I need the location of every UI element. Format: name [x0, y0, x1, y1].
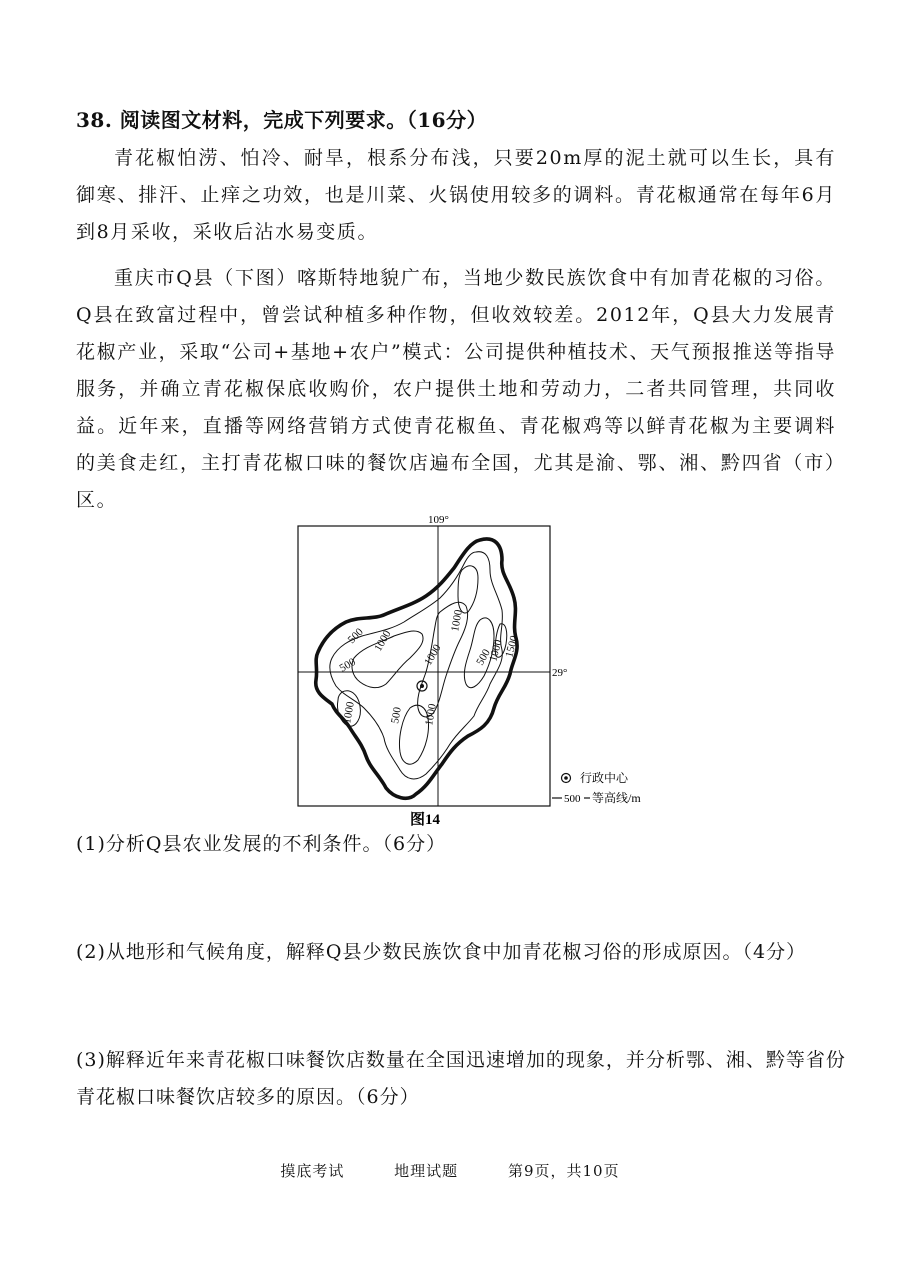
longitude-label: 109°: [428, 514, 449, 526]
contour-label: 500: [337, 655, 358, 675]
contour-label: 500: [389, 706, 404, 725]
material-paragraph-1: 青花椒怕涝、怕冷、耐旱，根系分布浅，只要20m厚的泥土就可以生长，具有御寒、排汗、止痒之功效，也是川菜、火锅使用较多的调料。青花椒通常在每年6月到8月采收，采收后沾水易变质。: [76, 147, 836, 243]
material-paragraph-2: 重庆市Q县（下图）喀斯特地貌广布，当地少数民族饮食中有加青花椒的习俗。Q县在致富过程中，曾尝试种植多种作物，但收效较差。2012年，Q县大力发展青花椒产业，采取“公司+基地+农户”模式：公司提供种植技术、天气预报推送等指导服务，并确立青花椒保底收购价，农户提供土地和劳动力，二者共同管理，共同收益。近年来，直播等网络营销方式使青花椒鱼、青花椒鸡等以鲜青花椒为主要调料的美食走红，主打青花椒口味的餐饮店遍布全国，尤其是渝、鄂、湘、黔四省（市）区。: [76, 267, 836, 511]
footer-subject: 地理试题: [394, 1162, 459, 1180]
footer-exam: 摸底考试: [280, 1162, 345, 1180]
legend-admin-center-label: 行政中心: [580, 771, 629, 785]
question-title: 38. 阅读图文材料，完成下列要求。（16分）: [76, 108, 488, 132]
figure-caption: 图14: [410, 812, 441, 828]
contour-label: 1500: [503, 634, 521, 659]
latitude-label: 29°: [552, 667, 568, 679]
contour-map: [290, 512, 670, 832]
sub-question-2: (2)从地形和气候角度，解释Q县少数民族饮食中加青花椒习俗的形成原因。（4分）: [76, 941, 807, 963]
county-map-figure: [290, 512, 670, 832]
contour-label: 1000: [423, 702, 439, 727]
contour-1000-north: [458, 566, 478, 613]
contour-label: 1000: [487, 638, 505, 663]
contour-label: 1000: [422, 642, 444, 668]
sub-question-3: (3)解释近年来青花椒口味餐饮店数量在全国迅速增加的现象，并分析鄂、湘、黔等省份青花椒口味餐饮店较多的原因。（6分）: [76, 1049, 846, 1108]
contour-label: 500: [474, 647, 493, 668]
legend-contour-label: 等高线/m: [592, 791, 641, 805]
sub-question-1: (1)分析Q县农业发展的不利条件。（6分）: [76, 833, 447, 855]
footer-page-number: 第9页，共10页: [507, 1162, 620, 1180]
contour-label: 1000: [372, 628, 394, 654]
map-legend: [552, 770, 641, 805]
contour-label: 500: [345, 625, 366, 647]
contour-label: 1000: [449, 608, 465, 633]
contour-label: 1000: [341, 700, 357, 725]
legend-contour-sample: 500: [564, 793, 581, 805]
page-footer: [0, 1160, 900, 1181]
